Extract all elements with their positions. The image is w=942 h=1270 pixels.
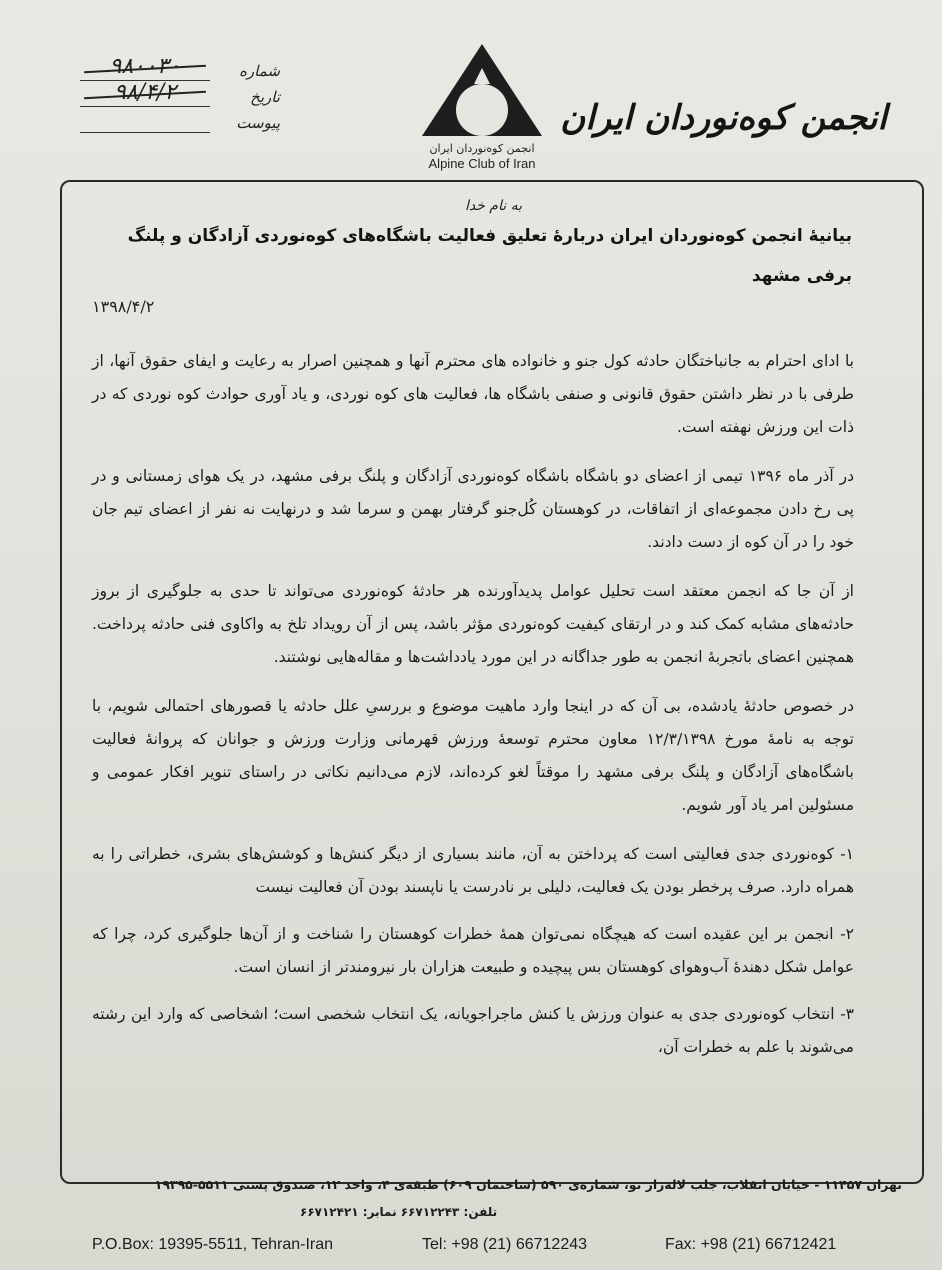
numbered-point: ۲- انجمن بر این عقیده است که هیچگاه نمی‌توان همهٔ خطرات کوهستان را شناخت و از آن‌ها جلوگیری کرد، چرا که عوامل شکل دهندهٔ آب‌وهوای کوهستان بس پیچیده و طبیعت هزاران بار نیرومندتر از انسان است. xyxy=(92,925,854,976)
letter-date-value: ۹۸/۴/۲ xyxy=(113,80,177,105)
footer-tel: Tel: +98 (21) 66712243 xyxy=(422,1236,588,1253)
letter-date-label: تاریخ xyxy=(250,88,280,106)
footer-pobox: P.O.Box: 19395-5511, Tehran-Iran xyxy=(92,1236,334,1253)
underline xyxy=(80,132,210,133)
logo-caption-fa: انجمن کوه‌نوردان ایران xyxy=(429,142,535,155)
paragraph: در آذر ماه ۱۳۹۶ تیمی از اعضای دو باشگاه باشگاه کوه‌نوردی آزادگان و پلنگ برفی مشهد، در یک هوای زمستانی و در پی رخ دادن مجموعه‌ای از اتفاقات، در کوهستان کُل‌جنو گرفتار بهمن و سرما شد و درنهایت نه نفر از اعضای تیم جان خود را در آن کوه از دست دادند. xyxy=(92,467,854,551)
letter-attachment-row xyxy=(80,112,280,138)
footer-phone-fax-fa: تلفن: ۶۶۷۱۲۲۴۳ نمابر: ۶۶۷۱۲۴۲۱ xyxy=(300,1205,498,1219)
letter-date-row xyxy=(80,80,280,112)
statement-date: ۱۳۹۸/۴/۲ xyxy=(92,297,155,316)
letter-number-value: ۹۸۰۰۳۰ xyxy=(109,54,181,79)
statement-title: بیانیهٔ انجمن کوه‌نوردان ایران دربارهٔ تعلیق فعالیت باشگاه‌های کوه‌نوردی آزادگان و پلنگ برفی مشهد xyxy=(127,226,852,286)
basmala: به نام خدا xyxy=(464,198,522,214)
numbered-point: ۳- انتخاب کوه‌نوردی جدی به عنوان ورزش یا کنش ماجراجویانه، یک انتخاب شخصی است؛ اشخاصی که وارد این رشته می‌شوند با علم به خطرات آن، xyxy=(92,1005,854,1056)
mountain-logo-icon xyxy=(416,40,548,140)
underline xyxy=(80,106,210,107)
numbered-point: ۱- کوه‌نوردی جدی فعالیتی است که پرداختن به آن، مانند بسیاری از دیگر کنش‌ها و کوشش‌های بشری، خطراتی را به همراه دارد. صرف پرخطر بودن یک فعالیت، دلیلی بر نادرست یا ناپسند بودن آن فعالیت نیست xyxy=(92,845,854,896)
organization-name: انجمن کوه‌نوردان ایران xyxy=(560,98,887,138)
footer-address-fa: تهران ۱۱۴۵۷ - خیابان انقلاب، جلب لاله‌زار نو، شماره‌ی ۵۹۰ (ساختمان ۶۰۹) طبقه‌ی ۴، واحد ۱۲، صندوق پستی ۵۵۱۱-۱۹۳۹۵ xyxy=(154,1177,902,1192)
letter-number-label: شماره xyxy=(239,62,280,80)
footer-fax: Fax: +98 (21) 66712421 xyxy=(665,1236,837,1253)
letter-attachment-label: پیوست xyxy=(236,114,280,132)
paragraph: با ادای احترام به جانباختگان حادثه کول جنو و خانواده های محترم آنها و همچنین اصرار به رعایت و ایفای حقوق آنها، از طرفی با در نظر داشتن حقوق قانونی و صنفی باشگاه ها، فعالیت های کوه نوردی، و یاد آوری حوادث کوه نوردی که در ذات این ورزش نهفته است. xyxy=(92,352,854,436)
logo-caption-en: Alpine Club of Iran xyxy=(428,156,536,171)
paragraph: از آن جا که انجمن معتقد است تحلیل عوامل پدیدآورنده هر حادثهٔ کوه‌نوردی می‌تواند تا حدی به جلوگیری از بروز حادثه‌های مشابه کمک کند و در ارتقای کیفیت کوه‌نوردی مؤثر باشد، پس از آن رویداد تلخ به واکاوی فنی حادثه پرداخت. همچنین اعضای باتجربهٔ انجمن به طور جداگانه در این مورد یادداشت‌ها و مقاله‌هایی نوشتند. xyxy=(92,582,854,666)
statement-body xyxy=(92,345,854,1078)
letter-meta xyxy=(80,54,280,138)
organization-logo xyxy=(412,40,552,171)
paragraph: در خصوص حادثهٔ یادشده، بی آن که در اینجا وارد ماهیت موضوع و بررسیِ علل حادثه یا قصورهای احتمالی شویم، با توجه به نامهٔ مورخ ۱۲/۳/۱۳۹۸ معاون محترم توسعهٔ ورزش قهرمانی وزارت ورزش و جوانان که پروانهٔ فعالیت باشگاه‌های آزادگان و پلنگ برفی مشهد را موقتاً لغو کرده‌اند، لازم می‌دانیم نکاتی در راستای تنویر افکار عمومی و مسئولین امر یاد آور شویم. xyxy=(92,697,854,814)
